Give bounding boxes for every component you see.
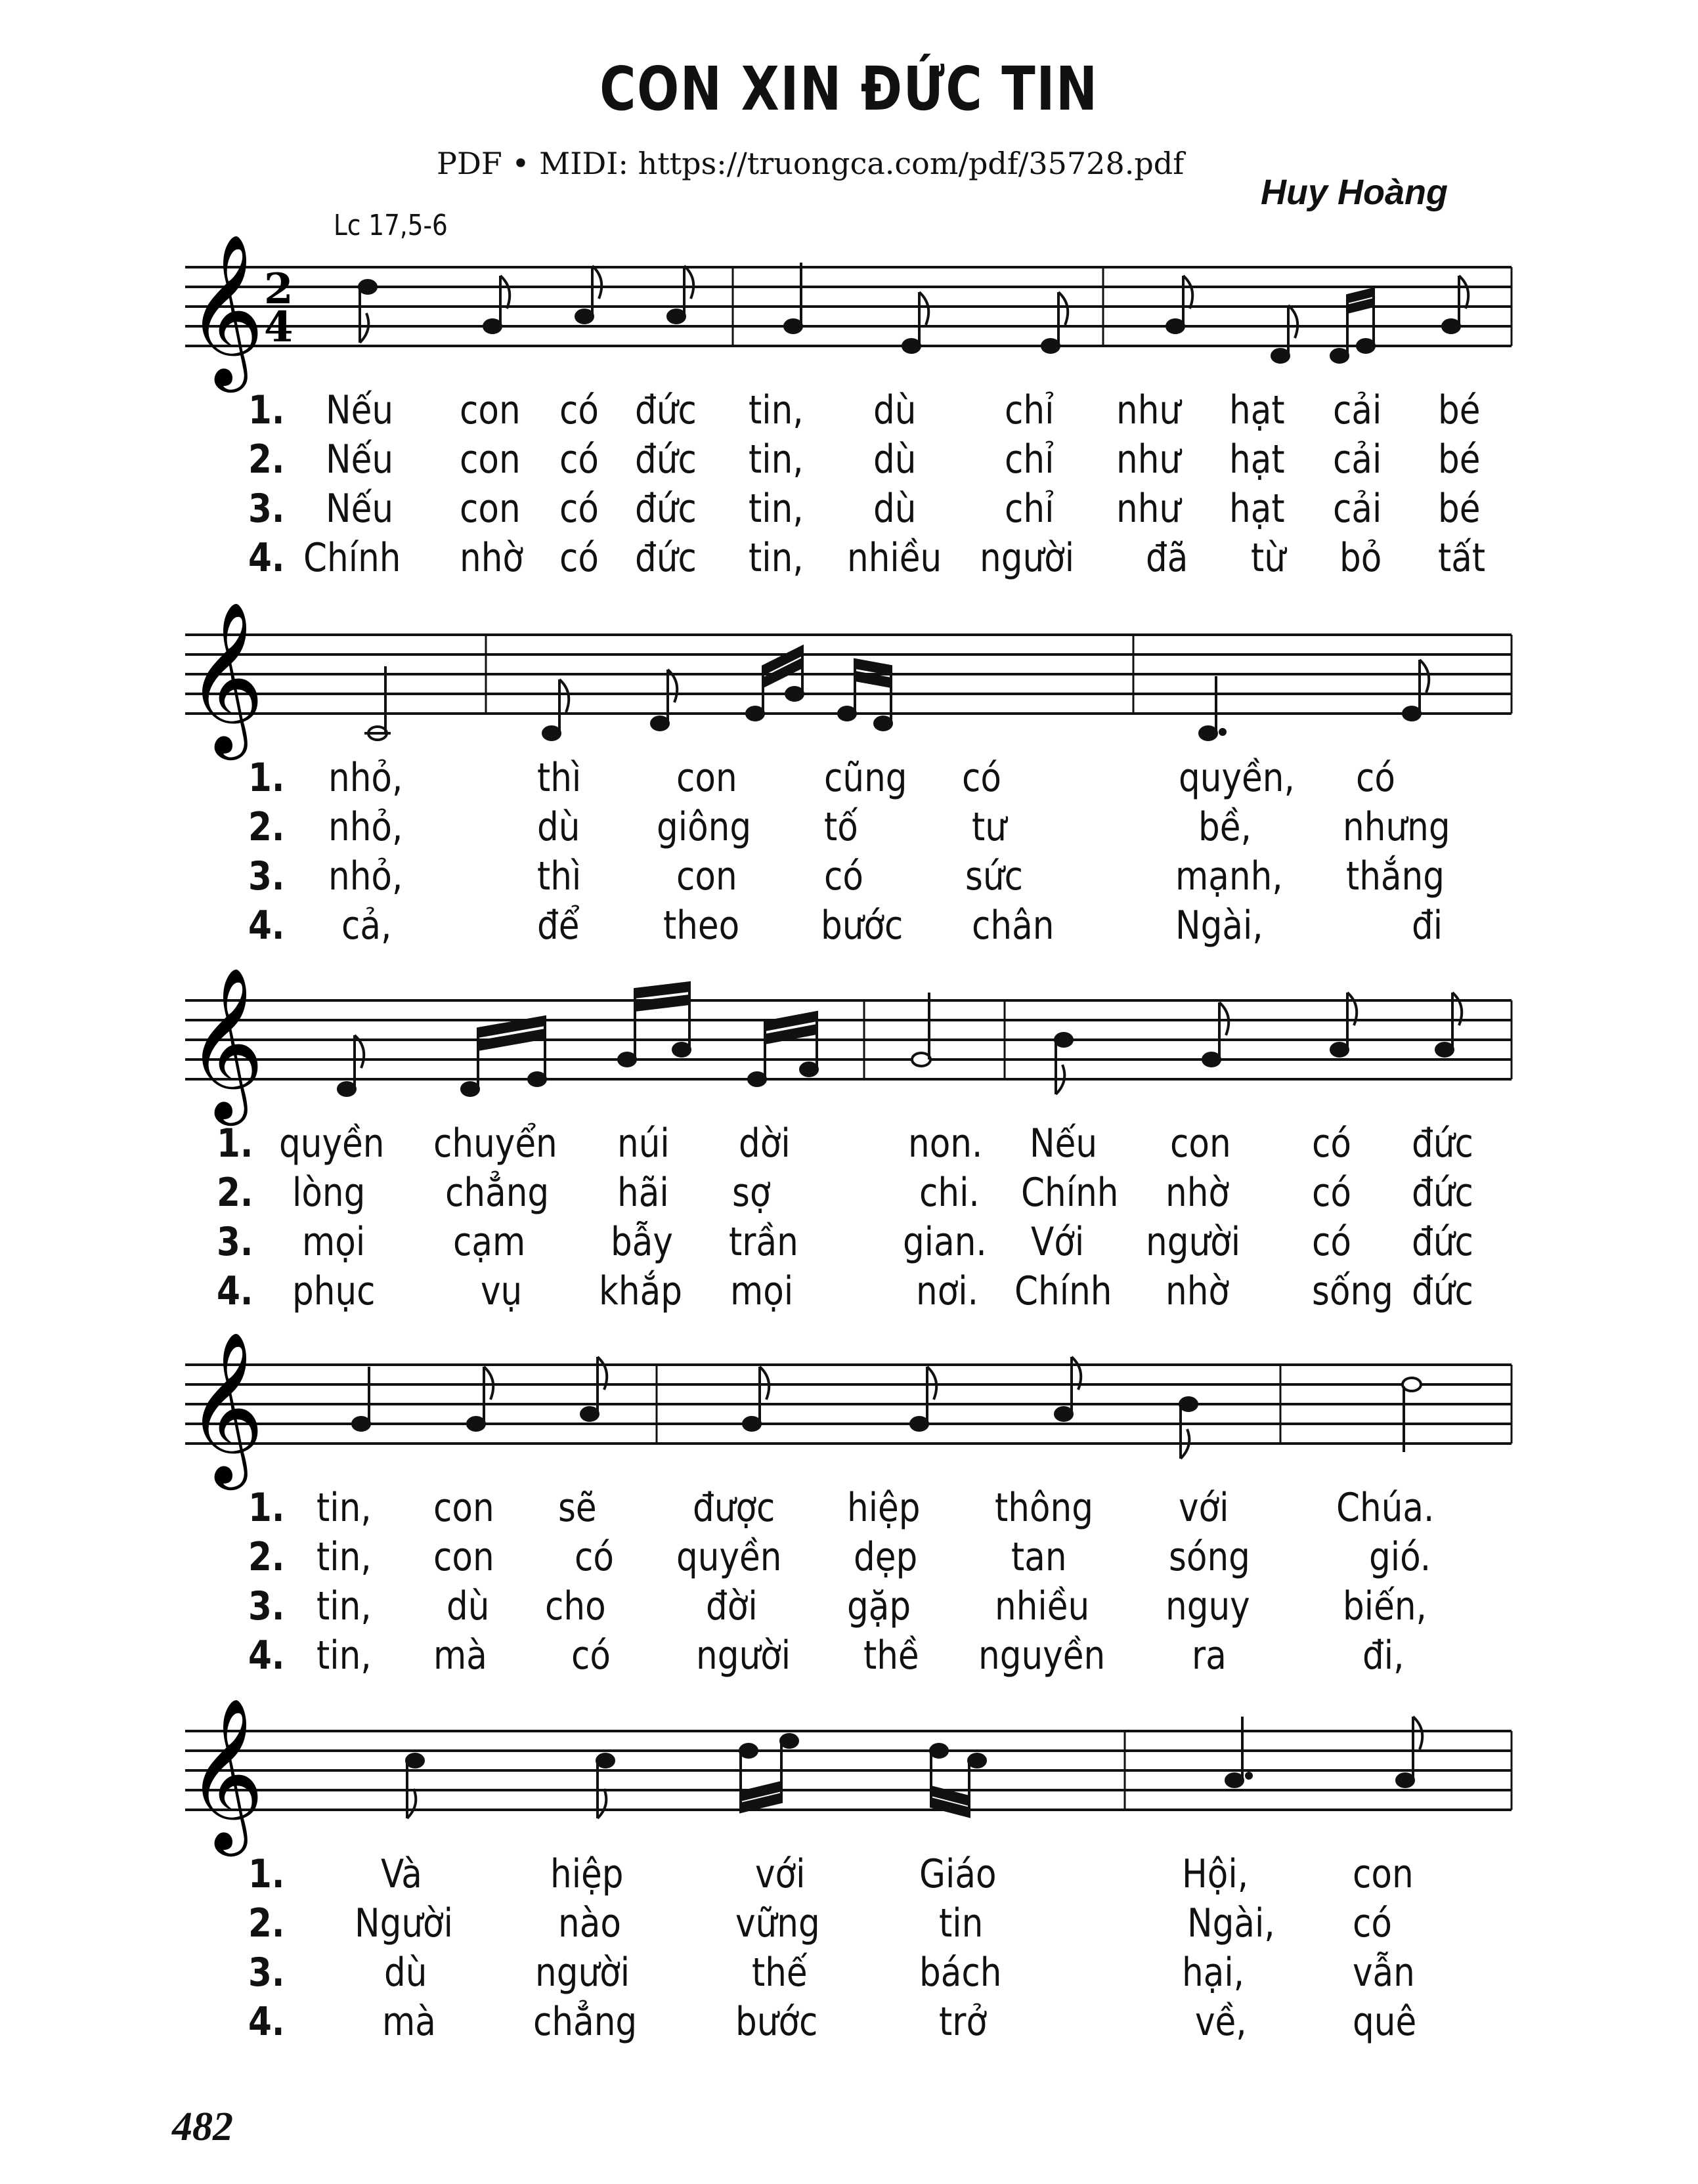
treble-clef-icon: 𝄞 — [186, 966, 265, 1119]
treble-clef-icon: 𝄞 — [186, 1697, 265, 1850]
music-staff-2 — [0, 368, 1698, 761]
svg-text:2: 2 — [264, 265, 294, 314]
svg-text:4: 4 — [264, 303, 294, 352]
composer-name: Huy Hoàng — [1261, 173, 1448, 212]
page-number: 482 — [172, 2105, 233, 2149]
source-link[interactable]: PDF • MIDI: https://truongca.com/pdf/35728.pdf — [437, 146, 1185, 181]
treble-clef-icon: 𝄞 — [186, 601, 265, 754]
music-staff-1 — [0, 0, 1698, 394]
scripture-reference: Lc 17,5-6 — [334, 209, 448, 242]
music-staff-4 — [0, 1098, 1698, 1491]
song-title: CON XIN ĐỨC TIN — [599, 54, 1099, 124]
treble-clef-icon: 𝄞 — [186, 1331, 265, 1484]
treble-clef-icon: 𝄞 — [186, 233, 265, 386]
music-staff-5 — [0, 1464, 1698, 1858]
music-staff-3 — [0, 733, 1698, 1127]
